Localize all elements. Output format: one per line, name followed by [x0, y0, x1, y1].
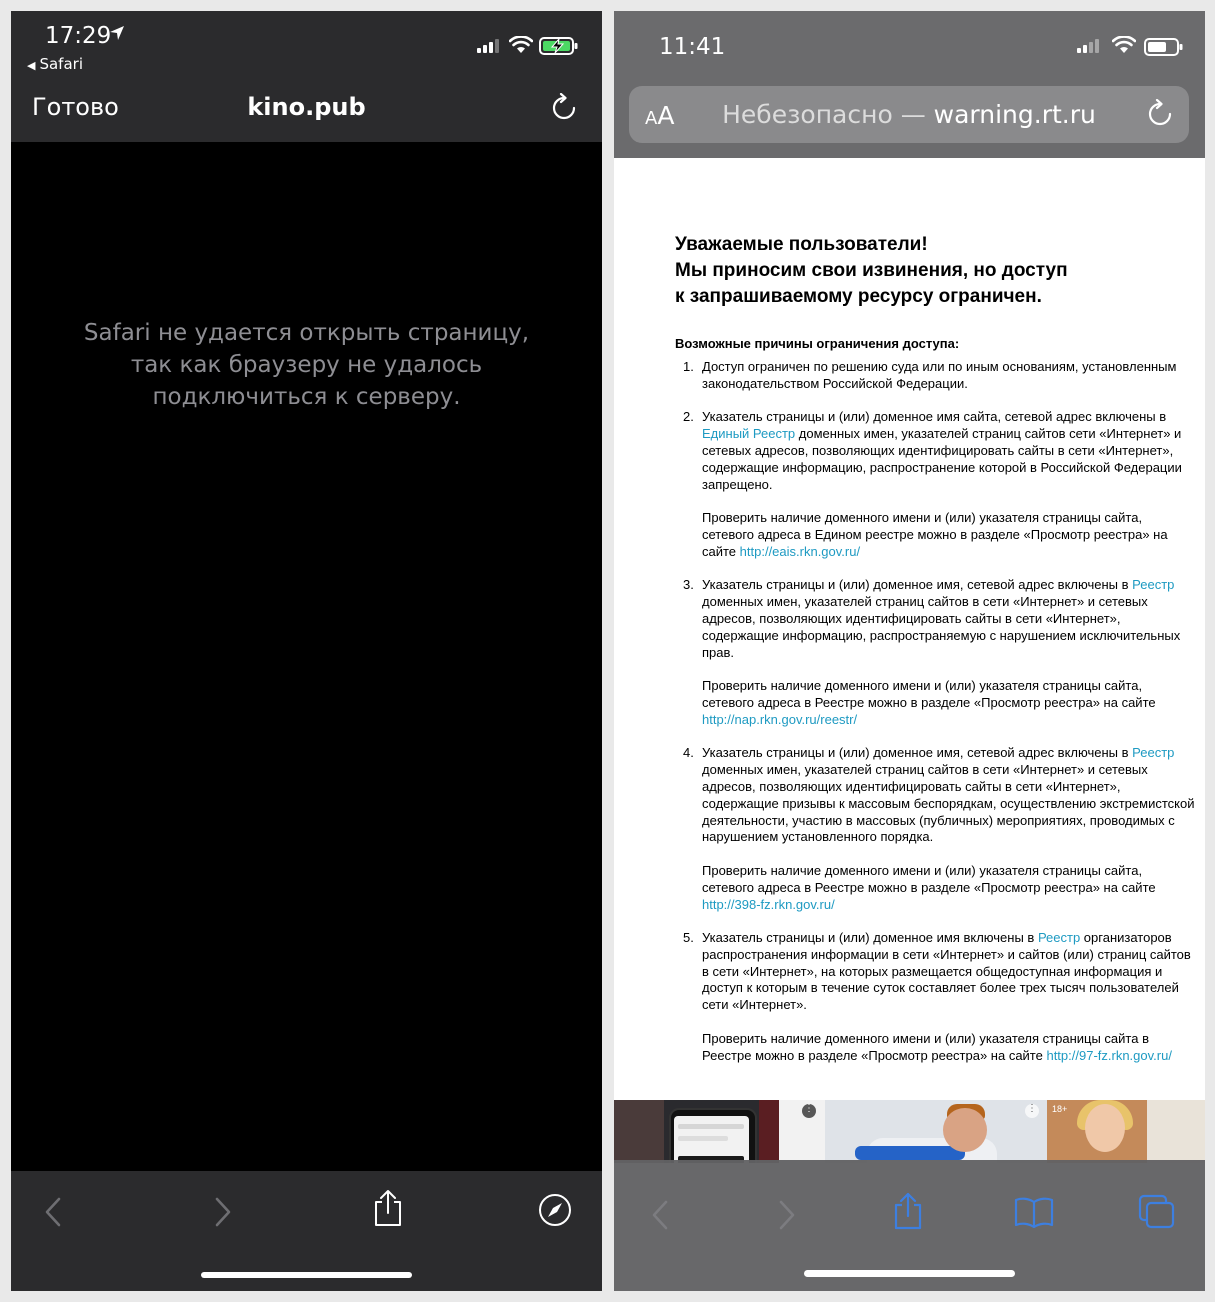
status-time: 11:41 [659, 34, 726, 60]
ad-banner-strip [614, 1100, 1205, 1163]
chevron-right-icon[interactable] [777, 1200, 797, 1230]
chevron-right-icon[interactable] [213, 1197, 233, 1227]
connection-error-message: Safari не удается открыть страницу, так как браузеру не удалось подключиться к серверу. [83, 320, 530, 410]
share-icon[interactable] [372, 1189, 404, 1227]
blocked-page-content [675, 232, 1195, 1081]
chevron-left-icon[interactable] [43, 1197, 63, 1227]
back-triangle-icon: ◀ [27, 59, 36, 72]
eais-link[interactable]: http://eais.rkn.gov.ru/ [739, 543, 861, 559]
ad-thumbnail-phone[interactable] [614, 1100, 779, 1163]
unified-registry-link[interactable]: Единый Реестр [702, 426, 796, 442]
fz398-link[interactable]: http://398-fz.rkn.gov.ru/ [702, 896, 835, 912]
registry-link[interactable]: Реестр [1132, 745, 1175, 761]
right-top-bar [614, 11, 1205, 158]
list-item: 3. Указатель страницы и (или) доменное имя, сетевой адрес включены в Реестр доменных имен, указателей страниц сайтов в сети «Интернет» и сетевых адресов, позволяющих идентифицировать сайты в сети «Интернет», содержащие информацию, распространяемую с нарушением исключительных прав. Проверить наличие доменного имени и (или) указателя страницы сайта, сетевого адреса в Реестре можно в разделе «Просмотр реестра» на сайте http://nap.rkn.gov.ru/reestr/ [683, 577, 1181, 727]
battery-icon [1144, 37, 1184, 57]
ad-thumbnail-man[interactable] [825, 1100, 1047, 1163]
more-options-icon[interactable]: ⋮ [802, 1104, 816, 1118]
ad-thumbnail-woman[interactable] [1047, 1100, 1205, 1163]
right-phone-screen [614, 11, 1205, 1291]
list-item: 1. Доступ ограничен по решению суда или по иным основаниям, установленным законодательством Российской Федерации. [683, 359, 1177, 391]
chevron-left-icon[interactable] [650, 1200, 670, 1230]
bookmarks-icon[interactable] [1014, 1196, 1054, 1228]
list-item: 4. Указатель страницы и (или) доменное имя, сетевой адрес включены в Реестр доменных имен, указателей страниц сайтов в сети «Интернет» и сетевых адресов, позволяющих идентифицировать сайты в сети «Интернет», содержащие призывы к массовым беспорядкам, осуществлению экстремистской деятельности, участию в массовых (публичных) мероприятиях, проводимых с нарушением установленного порядка. Проверить наличие доменного имени и (или) указателя страницы сайта, сетевого адреса в Реестре можно в разделе «Просмотр реестра» на сайте http://398-fz.rkn.gov.ru/ [683, 745, 1195, 912]
insecure-warning: Небезопасно — [722, 100, 934, 129]
nap-link[interactable]: http://nap.rkn.gov.ru/reestr/ [702, 711, 858, 727]
more-options-icon[interactable]: ⋮ [1025, 1104, 1039, 1118]
location-arrow-icon [109, 25, 125, 41]
wifi-icon [1112, 36, 1136, 54]
reasons-subheading: Возможные причины ограничения доступа: [675, 336, 960, 351]
age-badge: 18+ [1052, 1104, 1068, 1114]
list-item: 2. Указатель страницы и (или) доменное имя сайта, сетевой адрес включены в Единый Реестр доменных имен, указателей страниц сайтов сети «Интернет» и сетевых адресов, позволяющих идентифицировать сайты в сети «Интернет», содержащие информацию, распространение которой в Российской Федерации запрещено. Проверить наличие доменного имени и (или) указателя страницы сайта, сетевого адреса в Едином реестре можно в разделе «Просмотр реестра» на сайте http://eais.rkn.gov.ru/ [683, 409, 1182, 559]
registry-link[interactable]: Реестр [1037, 930, 1081, 946]
reload-icon[interactable] [1147, 99, 1173, 127]
address-text[interactable] [629, 100, 1189, 129]
done-button[interactable]: Готово [32, 93, 119, 121]
compass-icon[interactable] [538, 1193, 572, 1227]
reader-text-size-button[interactable]: AA [645, 101, 675, 130]
signal-icon [477, 39, 503, 53]
reasons-list [675, 359, 1195, 1064]
back-app-label: Safari [39, 55, 83, 73]
home-indicator[interactable] [804, 1270, 1015, 1277]
left-phone-screen [11, 11, 602, 1291]
fz97-link[interactable]: http://97-fz.rkn.gov.ru/ [1046, 1047, 1172, 1063]
address-domain: warning.rt.ru [933, 100, 1096, 129]
battery-charging-icon [539, 36, 579, 56]
page-title: kino.pub [247, 93, 366, 121]
list-item: 5. Указатель страницы и (или) доменное имя включены в Реестр организаторов распространения информации в сети «Интернет» и сайтов (или) страниц сайтов в сети «Интернет», на которых размещается общедоступная информация и доступ к которым в течение суток составляет более трех тысяч пользователей сети «Интернет». Проверить наличие доменного имени и (или) указателя страницы сайта в Реестре можно в разделе «Просмотр реестра» на сайте http://97-fz.rkn.gov.ru/ [683, 930, 1191, 1063]
share-icon[interactable] [892, 1192, 924, 1230]
left-top-bar [11, 11, 602, 142]
wifi-icon [509, 36, 533, 54]
registry-link[interactable]: Реестр [1132, 577, 1175, 593]
page-heading: Уважаемые пользователи! Мы приносим свои извинения, но доступ к запрашиваемому ресурсу ограничен. [675, 234, 1068, 307]
signal-icon [1077, 39, 1103, 53]
address-bar[interactable] [629, 86, 1189, 143]
back-to-app-link[interactable] [27, 55, 83, 73]
reload-icon[interactable] [551, 93, 577, 121]
home-indicator[interactable] [201, 1272, 412, 1278]
status-time: 17:29 [45, 23, 112, 49]
tabs-icon[interactable] [1138, 1194, 1176, 1230]
